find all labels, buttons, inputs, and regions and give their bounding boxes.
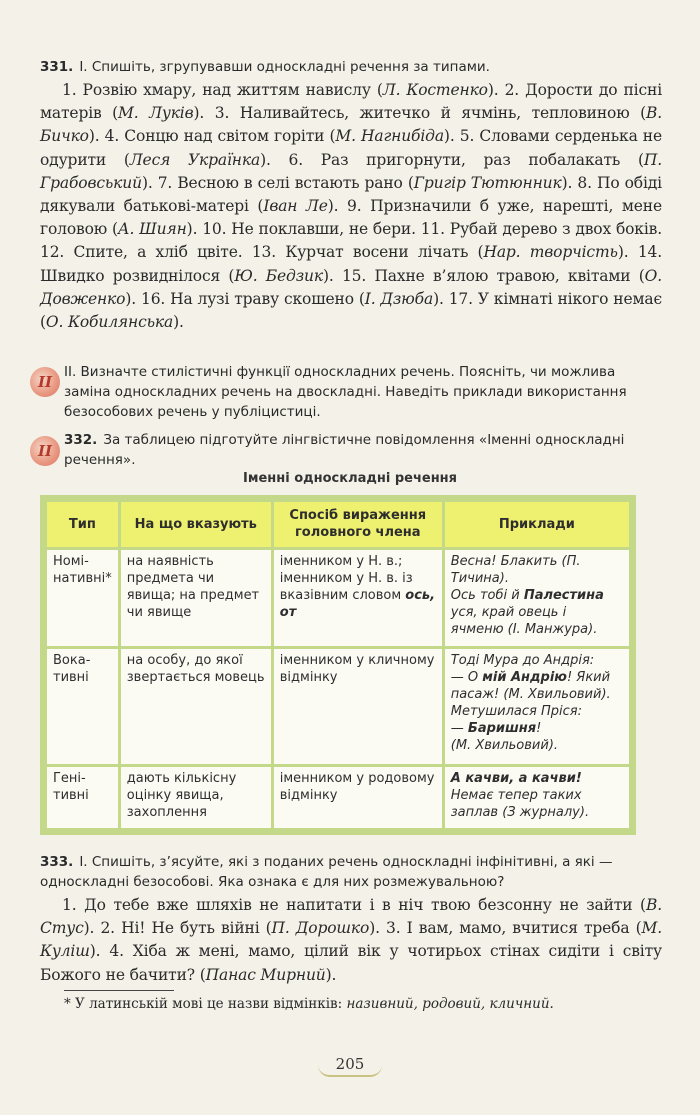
sentence-author: Леся Українка	[129, 150, 261, 169]
sentence: 9. Призначили б уже, нарешті, мене головою (А. Шиян).	[40, 197, 662, 239]
sentence-author: О. Кобилянська	[45, 313, 174, 332]
sentence-number: 4.	[109, 942, 124, 961]
sentence-text: До тебе вже шляхів не напитати і в ніч твою безсонну не зайти	[84, 896, 633, 914]
sentence-author: Панас Мирний	[205, 965, 326, 984]
sentence-text: Весною в селі встають рано	[177, 173, 403, 192]
cell-examples: Тоді Мура до Андрія: — О мій Андрію! Який пасаж! (М. Хвильовий). Метушилася Пріся: — Баришня! (М. Хвильовий).	[445, 649, 629, 764]
cell-points-to: на особу, до якої звертається мовець	[121, 649, 271, 764]
sentence-number: 7.	[157, 173, 173, 192]
task-333-number: 333.	[40, 854, 74, 870]
table-row	[47, 767, 629, 828]
sentence: 1. Розвію хмару, над життям навислу (Л. Костенко).	[62, 81, 499, 99]
task-331-part-2: ІІ. Визначте стилістичні функції односкладних речень. Поясніть, чи можлива заміна односкладних речень на двоскладні. Наведіть приклади використання безособових речень у публіцистиці.	[64, 364, 627, 420]
sentence-number: 16.	[140, 289, 166, 308]
cell-points-to: дають кількісну оцінку явища, захоплення	[121, 767, 271, 828]
sentence	[40, 243, 243, 261]
header-type: Тип	[47, 502, 118, 547]
sentence: 5. Словами серденька не одурити (Леся Українка).	[40, 127, 662, 169]
nominal-sentences-table	[40, 495, 636, 835]
sentence-author: О. Довженко	[40, 266, 663, 308]
sentence-text: По обіді дякували батькові-матері	[40, 173, 662, 216]
sentence-number: 17.	[448, 289, 473, 308]
task-331-instruction: 331. І. Спишіть, згрупувавши односкладні речення за типами.	[40, 59, 490, 75]
sentence-author: М. Нагнибіда	[335, 127, 444, 146]
sentence-number: 2.	[100, 919, 115, 938]
sentence-text: Швидко розвиднілося	[40, 266, 221, 285]
cell-points-to: на наявність предмета чи явища; на предмет чи явище	[121, 550, 271, 647]
sentence-number: 3.	[386, 919, 401, 938]
sentence-text: Призначили б уже, нарешті, мене головою	[40, 197, 662, 239]
task-332-number: 332.	[64, 432, 98, 448]
sentence: 6. Раз пригорнути, раз побалакать (П. Грабовський).	[40, 150, 663, 192]
sentence: 13. Курчат восени лічать (Нар. творчість).	[251, 243, 629, 262]
sentence-number: 6.	[288, 150, 303, 169]
sentence-text: Курчат восени лічать	[285, 243, 469, 262]
sentence-author: М. Куліш	[40, 919, 662, 961]
task-331-number: 331.	[40, 59, 74, 75]
sentence: 2. Дорости до пісні матерів (М. Луків).	[40, 81, 663, 123]
sentence: 1. До тебе вже шляхів не напитати і в ніч твою безсонну не зайти (В. Стус).	[40, 896, 662, 938]
sentence: 2. Ні! Не буть війні (П. Дорошко).	[100, 919, 380, 938]
sentence-author: П. Дорошко	[271, 919, 370, 938]
sentence: 7. Весною в селі встають рано (Григір Тютюнник).	[157, 173, 573, 192]
sentence-author: Іван Ле	[263, 197, 328, 216]
sentence-number: 8.	[577, 173, 592, 192]
level-ii-marker-icon: ІІ	[30, 436, 60, 466]
cell-type: Гені-тивні	[47, 767, 118, 828]
cell-examples: Весна! Блакить (П. Тичина). Ось тобі й Палестина уся, край овець і ячменю (І. Манжура).	[445, 550, 629, 647]
sentence-number: 4.	[104, 127, 120, 146]
sentence-number: 1.	[62, 81, 77, 99]
sentence-author: І. Дзюба	[364, 289, 434, 308]
sentence-text: Раз пригорнути, раз побалакать	[320, 150, 621, 169]
task-331-sentences	[40, 79, 662, 334]
sentence: 16. На лузі траву скошено (І. Дзюба).	[140, 289, 444, 308]
sentence-text: Сонцю над світом горіти	[124, 127, 325, 146]
sentence-text: Словами серденька не одурити	[40, 127, 662, 169]
sentence-text: Ні! Не буть війні	[121, 919, 260, 938]
page-ornament-icon	[318, 1065, 382, 1077]
level-ii-marker-icon: ІІ	[30, 367, 60, 397]
sentence-text: Спите, а хліб цвіте.	[73, 243, 243, 262]
cell-expression: іменником у Н. в.; іменником у Н. в. із вказівним словом ось, от	[274, 550, 442, 647]
cell-type: Номі-нативні*	[47, 550, 118, 647]
sentence-text: Рубай дерево з двох боків.	[449, 220, 663, 239]
sentence-text: І вам, мамо, вчитися треба	[406, 919, 630, 938]
sentence-text: Дорости до пісні матерів	[40, 81, 663, 123]
sentence-number: 14.	[637, 243, 663, 262]
sentence: 3. Наливайтесь, житечко й ячмінь, тепловиною (В. Бичко).	[40, 104, 663, 146]
sentence-number: 10.	[202, 220, 227, 239]
sentence-number: 13.	[251, 243, 277, 262]
cell-type: Вока-тивні	[47, 649, 118, 764]
page-number: 205	[318, 1053, 382, 1075]
task-332-instruction: 332. За таблицею підготуйте лінгвістичне повідомлення «Іменні односкладні речення».	[64, 432, 625, 468]
footnote: * У латинській мові це назви відмінків: називний, родовий, кличний.	[64, 996, 554, 1012]
sentence-number: 12.	[40, 243, 65, 262]
sentence: 14. Швидко розвиднілося (Ю. Бедзик).	[40, 243, 663, 285]
sentence-number: 15.	[341, 266, 367, 285]
sentence-text: Не поклавши, не бери.	[231, 220, 416, 239]
sentence-text: Розвію хмару, над життям навислу	[82, 81, 371, 99]
footnote-divider	[64, 990, 174, 991]
sentence-author: П. Грабовський	[40, 150, 663, 192]
header-expression: Спосіб вираження головного члена	[274, 502, 442, 547]
header-points-to: На що вказують	[121, 502, 271, 547]
sentence-text: На лузі траву скошено	[170, 289, 354, 308]
sentence-number: 3.	[214, 104, 230, 123]
sentence: 3. І вам, мамо, вчитися треба (М. Куліш).	[40, 919, 662, 961]
sentence	[202, 220, 416, 238]
sentence: 17. У кімнаті нікого немає (О. Кобилянська).	[40, 289, 663, 332]
sentence-text: Хіба ж мені, мамо, цілий вік у чотирьох стінах сидіти і світу Божого не бачити?	[40, 942, 663, 984]
sentence-author: М. Луків	[118, 104, 194, 123]
sentence-number: 9.	[347, 197, 362, 216]
sentence-number: 11.	[420, 220, 445, 239]
sentence-author: А. Шиян	[117, 220, 187, 239]
sentence-author: Нар. творчість	[483, 243, 618, 262]
sentence-text: Наливайтесь, житечко й ячмінь, тепловиною	[239, 104, 630, 123]
cell-examples: А качви, а качви! Немає тепер таких заплав (З журналу).	[445, 767, 629, 828]
sentence-author: В. Бичко	[40, 104, 663, 146]
sentence: 4. Сонцю над світом горіти (М. Нагнибіда).	[104, 127, 455, 146]
table-title: Іменні односкладні речення	[242, 471, 458, 486]
sentence: 15. Пахне в’ялою травою, квітами (О. Довженко).	[40, 266, 663, 308]
sentence-text: У кімнаті нікого немає	[477, 289, 663, 308]
sentence: 8. По обіді дякували батькові-матері (Іван Ле).	[40, 173, 662, 216]
cell-expression: іменником у родовому відмінку	[274, 767, 442, 828]
table-header-row	[47, 502, 629, 547]
sentence-author: В. Стус	[40, 896, 662, 938]
cell-expression: іменником у кличному відмінку	[274, 649, 442, 764]
task-333-sentences	[40, 894, 662, 987]
sentence-author: Ю. Бедзик	[234, 266, 323, 285]
task-333-instruction: 333. І. Спишіть, з’ясуйте, які з поданих речень односкладні інфінітивні, а які — односкладні безособові. Яка ознака є для них розмежувальною?	[40, 854, 613, 890]
sentence	[421, 220, 662, 238]
sentence-author: Л. Костенко	[382, 81, 488, 99]
table-row	[47, 649, 629, 764]
sentence-number: 1.	[62, 896, 77, 914]
sentence-text: Пахне в’ялою травою, квітами	[374, 266, 631, 285]
table-row	[47, 550, 629, 647]
sentence-number: 2.	[504, 81, 520, 99]
header-examples: Приклади	[445, 502, 629, 547]
sentence-number: 5.	[459, 127, 475, 146]
sentence-author: Григір Тютюнник	[413, 173, 562, 192]
sentence: 4. Хіба ж мені, мамо, цілий вік у чотирьох стінах сидіти і світу Божого не бачити? (Панас Мирний).	[40, 942, 663, 984]
